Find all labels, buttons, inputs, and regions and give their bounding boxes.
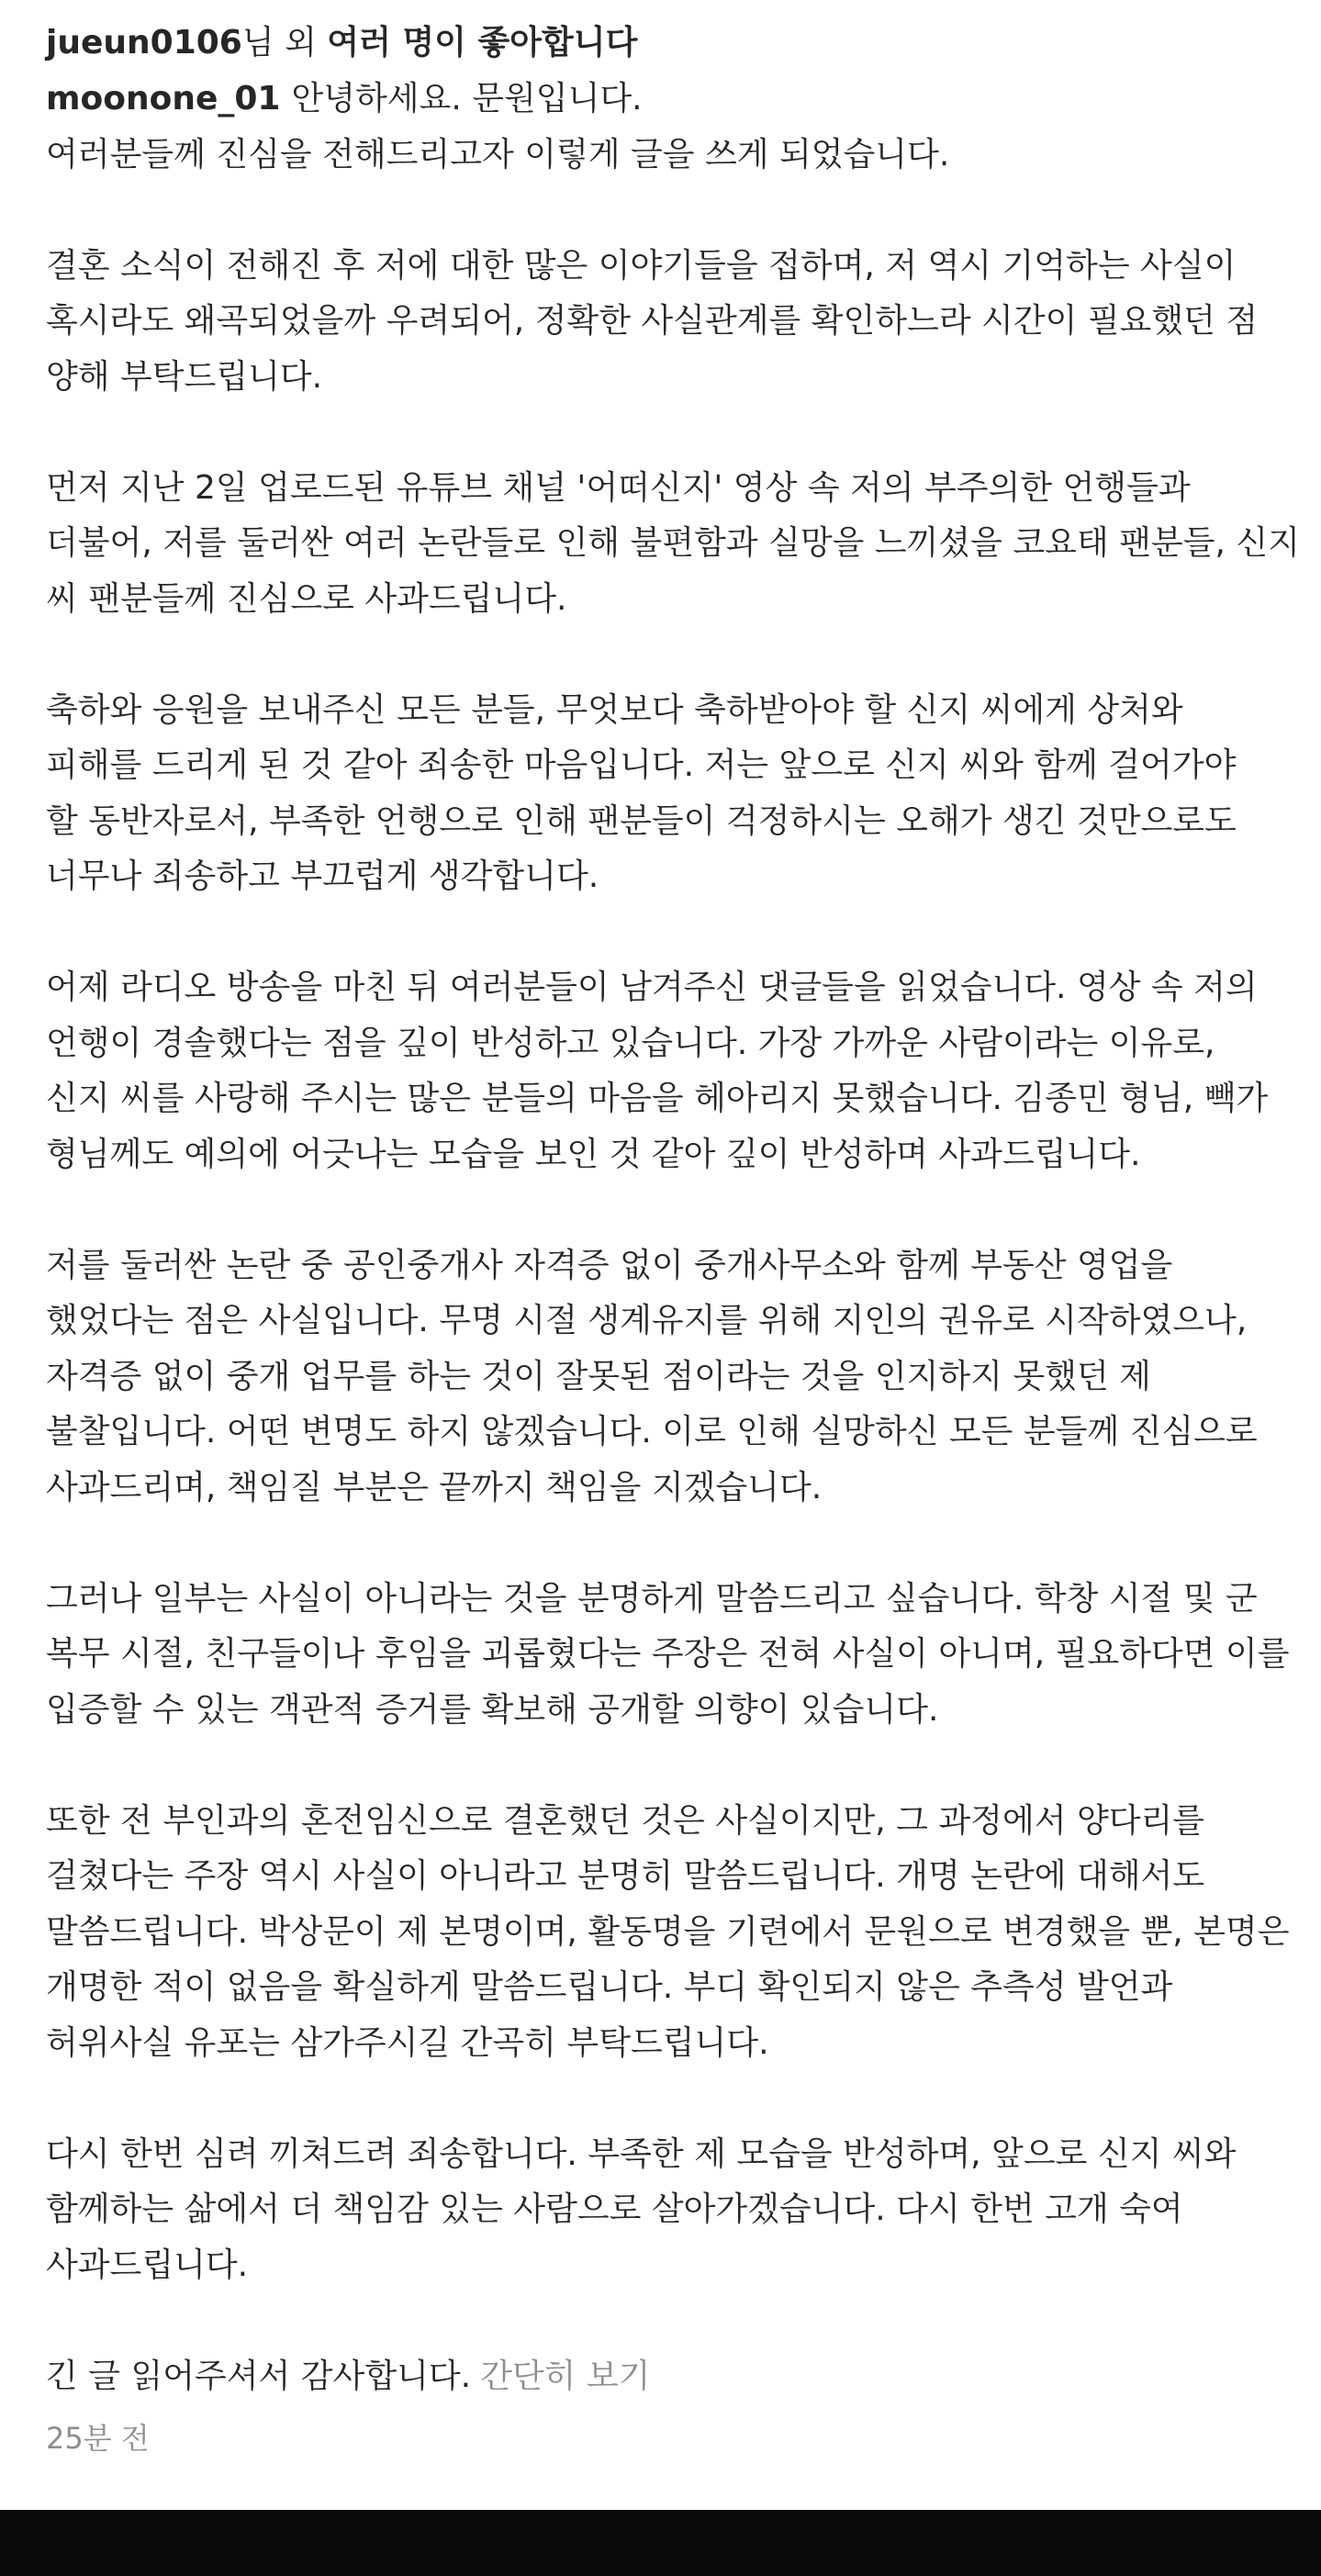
caption-line-text: 언행이 경솔했다는 점을 깊이 반성하고 있습니다. 가장 가까운 사람이라는 이유로, xyxy=(46,1024,1215,1062)
caption-line xyxy=(46,1350,1294,1406)
caption-line xyxy=(46,239,1294,295)
caption-line xyxy=(46,461,1294,517)
caption-line-text: 허위사실 유포는 삼가주시길 간곡히 부탁드립니다. xyxy=(46,2023,769,2062)
caption-line xyxy=(46,849,1294,905)
caption-blank-line xyxy=(46,1182,1294,1238)
caption-line-text: 사과드립니다. xyxy=(46,2246,249,2284)
caption-line-text: 혹시라도 왜곡되었을까 우려되어, 정확한 사실관계를 확인하느라 시간이 필요했던 점 xyxy=(46,302,1259,340)
caption-line xyxy=(46,2238,1294,2294)
caption-blank-line xyxy=(46,2293,1294,2349)
caption-line-text: 어제 라디오 방송을 마친 뒤 여러분들이 남겨주신 댓글들을 읽었습니다. 영상 속 저의 xyxy=(46,969,1258,1006)
caption-blank-line xyxy=(46,905,1294,961)
caption-line-text: 다시 한번 심려 끼쳐드려 죄송합니다. 부족한 제 모습을 반성하며, 앞으로 신지 씨와 xyxy=(46,2134,1237,2173)
caption-line xyxy=(46,2349,1294,2405)
liker-username[interactable]: jueun0106 xyxy=(46,24,242,62)
caption-line xyxy=(46,1627,1294,1683)
caption-line xyxy=(46,1572,1294,1628)
caption-line xyxy=(46,572,1294,628)
caption-line xyxy=(46,72,1294,128)
post-caption-container xyxy=(46,17,1300,2461)
caption-line xyxy=(46,294,1294,350)
caption-line-text: 또한 전 부인과의 혼전임신으로 결혼했던 것은 사실이지만, 그 과정에서 양다리를 xyxy=(46,1801,1205,1840)
caption-line-text: 자격증 없이 중개 업무를 하는 것이 잘못된 점이라는 것을 인지하지 못했던 제 xyxy=(46,1357,1151,1395)
caption-line-text: 할 동반자로서, 부족한 언행으로 인해 팬분들이 걱정하시는 오해가 생긴 것만으로도 xyxy=(46,801,1237,840)
likes-summary[interactable] xyxy=(46,17,1294,72)
caption-line xyxy=(46,350,1294,406)
caption-line-text: 너무나 죄송하고 부끄럽게 생각합니다. xyxy=(46,857,599,895)
caption-line-text: 사과드리며, 책임질 부분은 끝까지 책임을 지겠습니다. xyxy=(46,1468,823,1506)
caption-line-text: 복무 시절, 친구들이나 후임을 괴롭혔다는 주장은 전혀 사실이 아니며, 필요하다면 이를 xyxy=(46,1635,1290,1673)
caption-line xyxy=(46,1849,1294,1905)
caption-author-username[interactable]: moonone_01 xyxy=(46,80,281,118)
caption-line-text: 긴 글 읽어주셔서 감사합니다. xyxy=(46,2357,472,2395)
caption-line-text: 결혼 소식이 전해진 후 저에 대한 많은 이야기들을 접하며, 저 역시 기억하는 사실이 xyxy=(46,246,1237,285)
caption-line xyxy=(46,1461,1294,1517)
caption-line-text: 안녕하세요. 문원입니다. xyxy=(291,80,643,118)
caption-line xyxy=(46,1960,1294,2016)
caption-blank-line xyxy=(46,405,1294,461)
caption-line xyxy=(46,2127,1294,2183)
caption-line xyxy=(46,1071,1294,1127)
caption-line xyxy=(46,1238,1294,1294)
bottom-navigation-bar xyxy=(0,2510,1321,2576)
caption-line xyxy=(46,1016,1294,1072)
caption-line-text: 먼저 지난 2일 업로드된 유튜브 채널 '어떠신지' 영상 속 저의 부주의한 언행들과 xyxy=(46,468,1191,507)
caption-line xyxy=(46,1405,1294,1461)
caption-line xyxy=(46,1794,1294,1850)
caption-line xyxy=(46,683,1294,739)
caption-line xyxy=(46,516,1300,572)
caption-line xyxy=(46,1294,1294,1350)
likes-count-text[interactable]: 여러 명이 좋아합니다 xyxy=(327,24,638,62)
caption-line-text: 더불어, 저를 둘러싼 여러 논란들로 인해 불편함과 실망을 느끼셨을 코요태 팬분들, 신지 xyxy=(46,524,1300,562)
caption-line xyxy=(46,794,1294,850)
caption-blank-line xyxy=(46,1738,1294,1794)
collapse-caption-link[interactable]: 간단히 보기 xyxy=(480,2357,651,2395)
caption-line xyxy=(46,1127,1294,1183)
caption-line-text: 했었다는 점은 사실입니다. 무명 시절 생계유지를 위해 지인의 권유로 시작하였으나, xyxy=(46,1302,1248,1339)
caption-line-text: 걸쳤다는 주장 역시 사실이 아니라고 분명히 말씀드립니다. 개명 논란에 대해서도 xyxy=(46,1857,1205,1895)
caption-line-text: 입증할 수 있는 객관적 증거를 확보해 공개할 의향이 있습니다. xyxy=(46,1690,939,1729)
caption-line-text: 씨 팬분들께 진심으로 사과드립니다. xyxy=(46,579,567,618)
caption-line-text: 개명한 적이 없음을 확실하게 말씀드립니다. 부디 확인되지 않은 추측성 발언과 xyxy=(46,1968,1173,2006)
caption-line-text: 말씀드립니다. 박상문이 제 본명이며, 활동명을 기련에서 문원으로 변경했을 뿐, 본명은 xyxy=(46,1912,1290,1951)
caption-line xyxy=(46,738,1294,794)
caption-line-text: 저를 둘러싼 논란 중 공인중개사 자격증 없이 중개사무소와 함께 부동산 영업을 xyxy=(46,1246,1173,1284)
caption-line xyxy=(46,1905,1294,1961)
caption-blank-line xyxy=(46,2071,1294,2127)
caption-line-text: 함께하는 삶에서 더 책임감 있는 사람으로 살아가겠습니다. 다시 한번 고개 숙여 xyxy=(46,2190,1183,2228)
caption-line-text: 그러나 일부는 사실이 아니라는 것을 분명하게 말씀드리고 싶습니다. 학창 시절 및 군 xyxy=(46,1579,1258,1618)
post-timestamp: 25분 전 xyxy=(46,2421,150,2456)
likes-suffix: 님 외 xyxy=(241,24,328,62)
caption-text xyxy=(46,72,1300,2404)
caption-blank-line xyxy=(46,1516,1294,1572)
caption-blank-line xyxy=(46,627,1294,683)
caption-line xyxy=(46,1683,1294,1739)
caption-line-text: 양해 부탁드립니다. xyxy=(46,357,323,396)
caption-line-text: 신지 씨를 사랑해 주시는 많은 분들의 마음을 헤아리지 못했습니다. 김종민 형님, 빽가 xyxy=(46,1080,1269,1117)
caption-line xyxy=(46,2182,1294,2238)
caption-line-text: 피해를 드리게 된 것 같아 죄송한 마음입니다. 저는 앞으로 신지 씨와 함께 걸어가야 xyxy=(46,746,1237,784)
caption-line xyxy=(46,2016,1294,2072)
caption-line-text: 축하와 응원을 보내주신 모든 분들, 무엇보다 축하받아야 할 신지 씨에게 상처와 xyxy=(46,690,1183,729)
caption-line xyxy=(46,128,1294,184)
caption-line-text: 여러분들께 진심을 전해드리고자 이렇게 글을 쓰게 되었습니다. xyxy=(46,135,950,174)
caption-line-text: 불찰입니다. 어떤 변명도 하지 않겠습니다. 이로 인해 실망하신 모든 분들께 진심으로 xyxy=(46,1413,1258,1450)
caption-blank-line xyxy=(46,183,1294,239)
caption-line-text: 형님께도 예의에 어긋나는 모습을 보인 것 같아 깊이 반성하며 사과드립니다. xyxy=(46,1135,1141,1173)
caption-line xyxy=(46,960,1294,1016)
